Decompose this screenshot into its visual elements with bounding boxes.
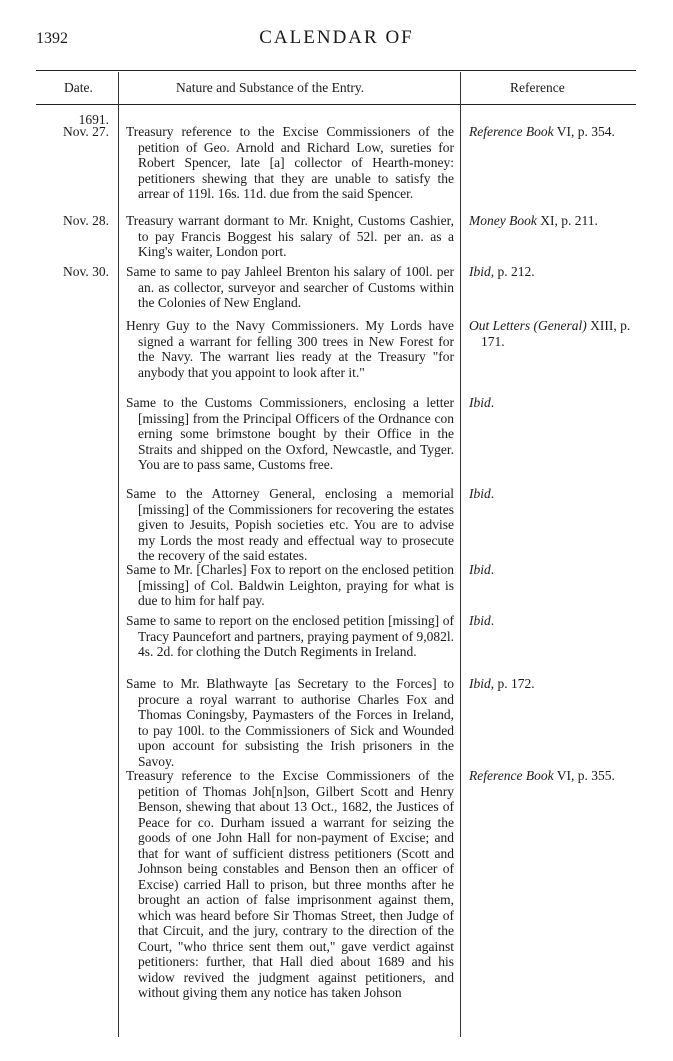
entry-text: Treasury reference to the Excise Commissioners of the petition of Thomas Joh[n]son, Gilbert Scott and Henry Benson, shewing that about 13 Oct., 1682, the Justices of Peace for co. Durham issued a warrant for seizing the goods of one John Hall for non-payment of Excise; and that for want of sufficient distress petitioners (Scott and Johnson being constables and Benson then an officer of Excise) carried Hall to prison, but three months after he brought an action of false imprisonment against them, which was heard before Sir Thomas Street, then Judge of that Circuit, and the jury, contrary to the direction of the Court, "who thrice sent them out," gave verdict against petitioners: further, that Hall died about 1689 and his widow revived the judgment against petitioners, and without giving them any notice has taken Johson xyxy=(126,768,454,1000)
entry-text: Same to same to report on the enclosed petition [missing] of Tracy Pauncefort and partners, praying payment of 9,082l. 4s. 2d. for clothing the Dutch Regiments in Ireland. xyxy=(126,613,454,659)
entry-text: Same to the Attorney General, enclosing a memorial [missing] of the Commissioners for recovering the estates given to Jesuits, Popish societies etc. You are to advise my Lords the most ready and effectual way to prosecute the recovery of the said estates. xyxy=(126,486,454,563)
entry-reference: Reference Book VI, p. 355. xyxy=(469,768,615,783)
entry-text: Same to the Customs Commissioners, enclosing a letter [missing] from the Principal Officers of the Ordnance con erning some brimstone bought by their Office in the Straits and shipped on the Oxford, Newcastle, and Tyger. You are to pass same, Customs free. xyxy=(126,395,454,472)
entry-reference: Ibid. xyxy=(469,486,495,501)
page-number: 1392 xyxy=(36,30,68,47)
entry-reference: Reference Book VI, p. 354. xyxy=(469,124,615,139)
running-title: CALENDAR OF xyxy=(259,27,414,48)
entry-text: Same to same to pay Jahleel Brenton his salary of 100l. per an. as collector, surveyor and searcher of Customs within the Colonies of New England. xyxy=(126,264,454,310)
entry-text: Treasury reference to the Excise Commissioners of the petition of Geo. Arnold and Richard Low, sureties for Robert Spencer, late [a] collector of Hearth-money: petitioners shewing that they are unable to satisfy the arrear of 119l. 16s. 11d. due from the said Spencer. xyxy=(126,124,454,201)
entry-date: Nov. 28. xyxy=(63,213,109,228)
column-divider-left xyxy=(118,72,119,1037)
entry-date: Nov. 27. xyxy=(63,124,109,139)
entry-reference: Ibid. xyxy=(469,395,495,410)
entry-reference: Ibid. xyxy=(469,613,495,628)
entry-text: Same to Mr. Blathwayte [as Secretary to the Forces] to procure a royal warrant to authorise Charles Fox and Thomas Coningsby, Paymasters of the Forces in Ireland, to pay 100l. to the Commissioners of Sick and Wounded upon account for subsisting the Irish prisoners in the Savoy. xyxy=(126,676,454,769)
column-head-nature: Nature and Substance of the Entry. xyxy=(176,80,365,95)
entry-year: 1691. xyxy=(78,112,109,127)
header-rule xyxy=(36,104,636,105)
top-rule xyxy=(36,70,636,71)
entry-date: Nov. 30. xyxy=(63,264,109,279)
entry-reference: Ibid. xyxy=(469,562,495,577)
entry-text: Treasury warrant dormant to Mr. Knight, Customs Cashier, to pay Francis Boggest his salary of 52l. per an. as a King's waiter, London port. xyxy=(126,213,454,259)
entry-reference: Out Letters (General) XIII, p. 171. xyxy=(469,318,631,349)
entry-reference: Money Book XI, p. 211. xyxy=(469,213,598,228)
column-divider-right xyxy=(460,72,461,1037)
column-head-date: Date. xyxy=(64,80,93,95)
column-head-reference: Reference xyxy=(510,80,565,95)
entry-text: Same to Mr. [Charles] Fox to report on the enclosed petition [missing] of Col. Baldwin Leighton, praying for what is due to him for half pay. xyxy=(126,562,454,608)
entry-text: Henry Guy to the Navy Commissioners. My Lords have signed a warrant for felling 300 trees in New Forest for the Navy. The warrant lies ready at the Treasury "for anybody that you appoint to look after it." xyxy=(126,318,454,380)
entry-reference: Ibid, p. 212. xyxy=(469,264,535,279)
entry-reference: Ibid, p. 172. xyxy=(469,676,535,691)
